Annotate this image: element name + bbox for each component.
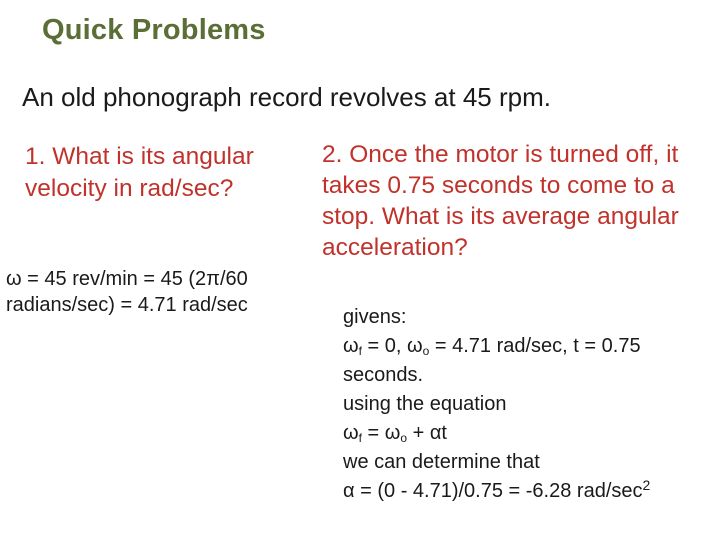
question-1: 1. What is its angular velocity in rad/sec?: [25, 143, 254, 202]
superscript-2: 2: [642, 477, 651, 493]
result-text: α = (0 - 4.71)/0.75 = -6.28 rad/sec: [343, 480, 643, 502]
givens-values: [343, 332, 720, 361]
answer-2: [343, 303, 720, 506]
givens-mid: = 0, ω: [361, 335, 423, 357]
omega-symbol: ω: [343, 422, 359, 444]
omega-symbol: ω: [343, 335, 359, 357]
subscript-f: f: [358, 431, 362, 445]
question-2: 2. Once the motor is turned off, it takes 0.75 seconds to come to a stop. What is its average angular acceleration?: [322, 141, 679, 261]
subscript-o: o: [422, 344, 430, 358]
equation: [343, 419, 720, 448]
result: [343, 477, 720, 506]
givens-label: givens:: [343, 306, 407, 328]
subscript-f: f: [358, 344, 362, 358]
givens-rest: = 4.71 rad/sec, t = 0.75: [429, 335, 641, 357]
subscript-o: o: [400, 431, 408, 445]
method-text: using the equation: [343, 393, 507, 415]
slide-title: Quick Problems: [42, 14, 266, 46]
answer-1: ω = 45 rev/min = 45 (2π/60 radians/sec) = 4.71 rad/sec: [6, 268, 248, 316]
problem-statement: An old phonograph record revolves at 45 rpm.: [22, 82, 551, 112]
givens-continued: seconds.: [343, 364, 424, 386]
equation-mid: = ω: [361, 422, 401, 444]
conclusion-text: we can determine that: [343, 451, 540, 473]
equation-rest: + αt: [407, 422, 447, 444]
